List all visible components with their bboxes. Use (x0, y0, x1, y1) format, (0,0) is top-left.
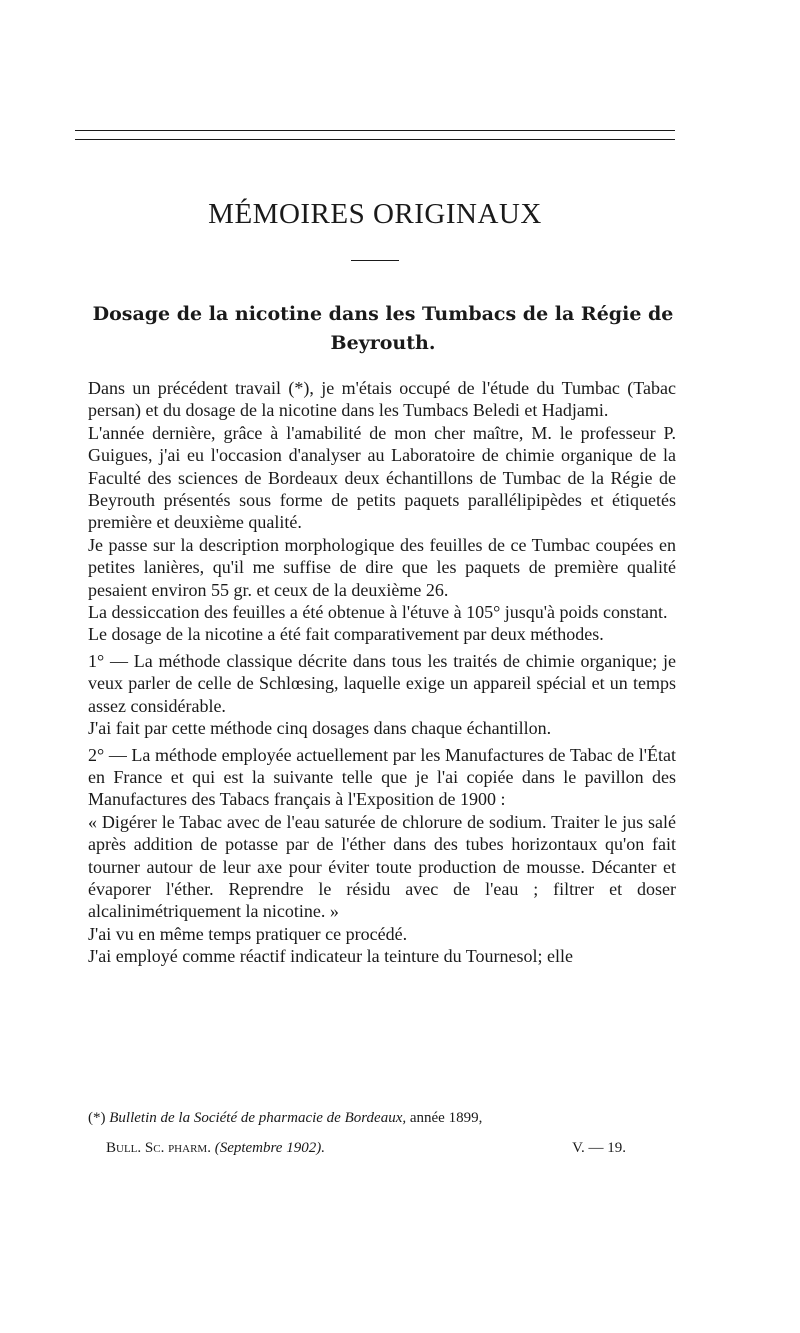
section-heading: MÉMOIRES ORIGINAUX (208, 198, 542, 230)
paragraph: La dessiccation des feuilles a été obtenue à l'étuve à 105° jusqu'à poids constant. (88, 602, 668, 623)
top-rule (75, 130, 675, 131)
paragraph: J'ai fait par cette méthode cinq dosages dans chaque échantillon. (88, 718, 552, 739)
paragraph: Je passe sur la description morphologique des feuilles de ce Tumbac coupées en petites lanières, qu'il me suffise de dire que les paquets de première qualité pesaient environ 55 gr. et ceux de la deuxième 26. (88, 534, 676, 600)
footer-issue-date: (Septembre 1902). (214, 1140, 325, 1156)
paragraph: Dans un précédent travail (*), je m'étais occupé de l'étude du Tumbac (Tabac persan) et du dosage de la nicotine dans les Tumbacs Beledi et Hadjami. (88, 378, 676, 421)
footer-journal-name: Bull. Sc. pharm. (106, 1140, 211, 1156)
paragraph: 1° — La méthode classique décrite dans tous les traités de chimie organique; je veux parler de celle de Schlœsing, laquelle exige un appareil spécial et un temps assez considérable. (88, 650, 676, 716)
article-title: Dosage de la nicotine dans les Tumbacs de la Régie de Beyrouth. (92, 303, 674, 354)
paragraph: J'ai vu en même temps pratiquer ce procédé. (88, 923, 408, 944)
top-rule-second (75, 139, 675, 140)
paragraph: J'ai employé comme réactif indicateur la teinture du Tournesol; elle (88, 946, 573, 967)
footnote-mark: (*) (88, 1110, 106, 1126)
paragraph: Le dosage de la nicotine a été fait comparativement par deux méthodes. (88, 624, 604, 645)
paragraph: L'année dernière, grâce à l'amabilité de mon cher maître, M. le professeur P. Guigues, j'ai eu l'occasion d'analyser au Laboratoire de chimie organique de la Faculté des sciences de Bordeaux deux échantillons de Tumbac de la Régie de Beyrouth présentés sous forme de petits paquets parallélipipèdes et étiquetés première et deuxième qualité. (88, 422, 676, 533)
footnote-citation: Bulletin de la Société de pharmacie de Bordeaux, (109, 1110, 407, 1126)
heading-divider (351, 260, 399, 261)
footer-signature: V. — 19. (572, 1140, 626, 1156)
footnote (88, 1108, 676, 1128)
footer-journal (106, 1140, 325, 1157)
paragraph: « Digérer le Tabac avec de l'eau saturée de chlorure de sodium. Traiter le jus salé après addition de potasse par de l'éther dans des tubes horizontaux qu'on fait tourner autour de leur axe pour éviter toute production de mousse. Décanter et évaporer l'éther. Reprendre le résidu avec de l'eau ; filtrer et doser alcalinimétriquement la nicotine. » (88, 811, 676, 922)
footnote-year: année 1899, (409, 1110, 483, 1126)
paragraph: 2° — La méthode employée actuellement par les Manufactures de Tabac de l'État en France et qui est la suivante telle que je l'ai copiée dans le pavillon des Manufactures des Tabacs français à l'Exposition de 1900 : (88, 744, 676, 810)
article-body (88, 377, 676, 968)
